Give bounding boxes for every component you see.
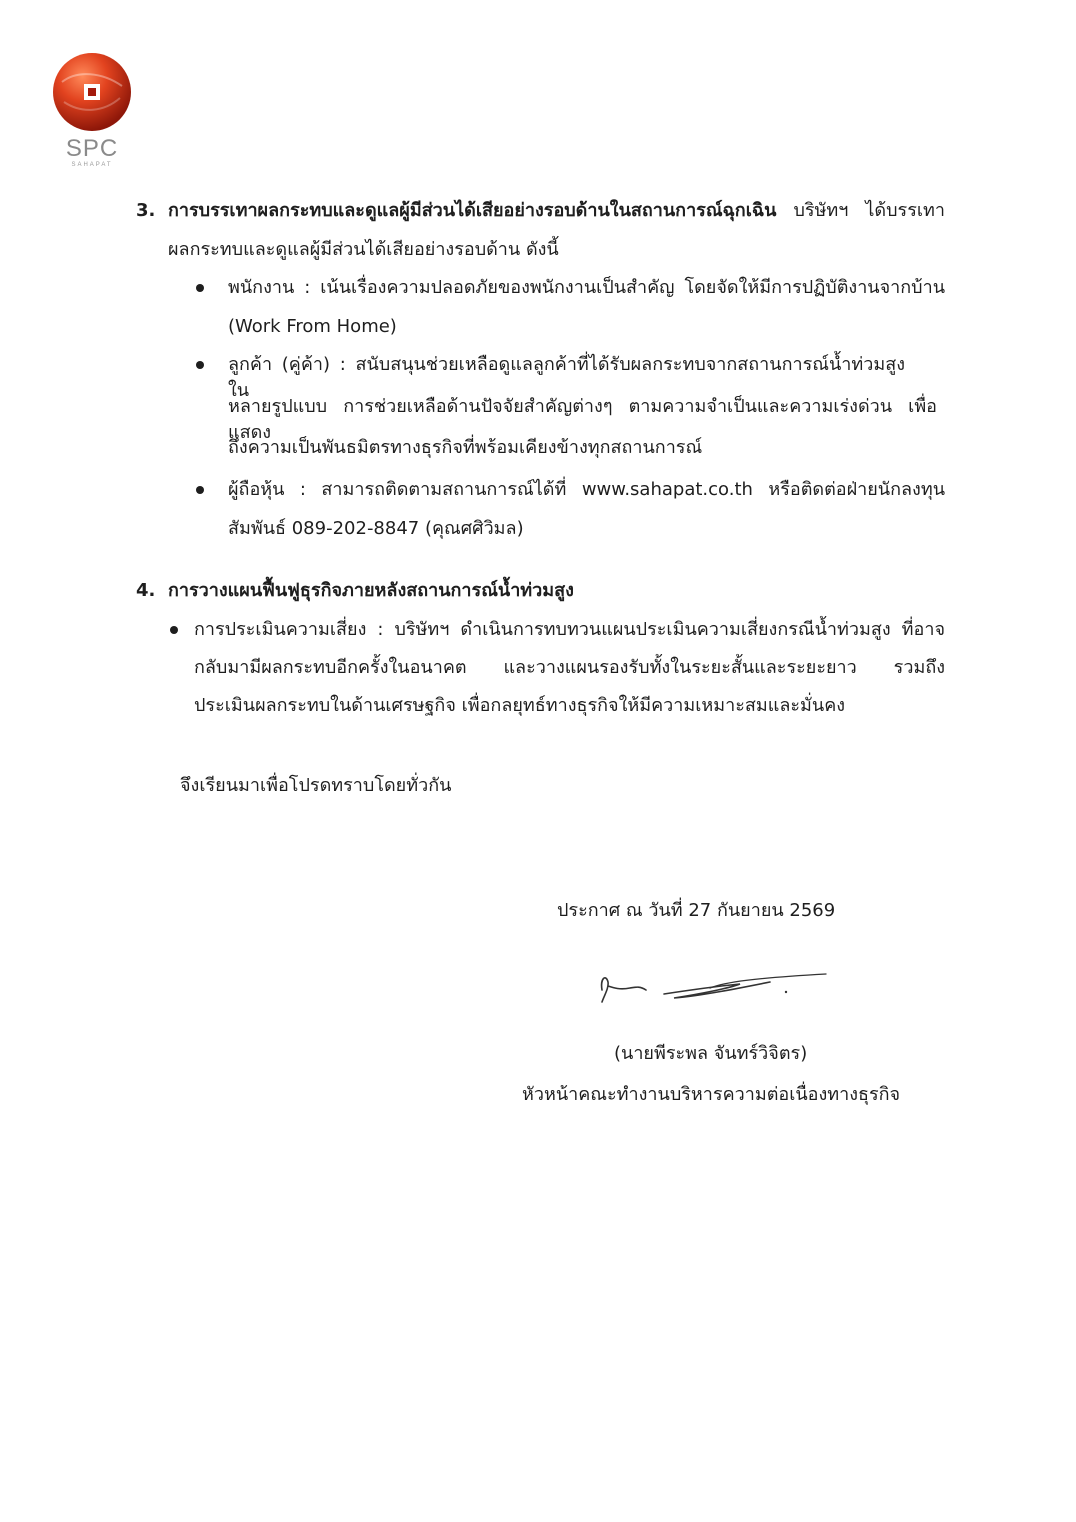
logo-wordmark: SPC [65,135,119,162]
bullet-customer-line-3: ถึงความเป็นพันธมิตรทางธุรกิจที่พร้อมเคียงข้างทุกสถานการณ์ [228,437,703,458]
bullet-risk-line-3: ประเมินผลกระทบในด้านเศรษฐกิจ เพื่อกลยุทธ์ทางธุรกิจให้มีความเหมาะสมและมั่นคง [194,695,846,716]
section-3-intro-tail: บริษัทฯ ได้บรรเทา [793,200,945,221]
announcement-date: ประกาศ ณ วันที่ 27 กันยายน 2569 [557,900,836,921]
closing-text: จึงเรียนมาเพื่อโปรดทราบโดยทั่วกัน [180,775,452,796]
bullet-dot [170,626,178,634]
bullet-dot [196,361,204,369]
bullet-customer-line-2: หลายรูปแบบ การช่วยเหลือด้านปัจจัยสำคัญต่างๆ ตามความจำเป็นและความเร่งด่วน เพื่อแสดง [228,396,937,443]
signer-name: (นายพีระพล จันทร์วิจิตร) [614,1043,808,1064]
logo-sphere-icon [52,52,132,132]
bullet-employee-line-1: พนักงาน : เน้นเรื่องความปลอดภัยของพนักงานเป็นสำคัญ โดยจัดให้มีการปฏิบัติงานจากบ้าน [228,277,945,298]
bullet-shareholder-line-2: สัมพันธ์ 089-202-8847 (คุณศศิวิมล) [228,518,524,539]
signer-title: หัวหน้าคณะทำงานบริหารความต่อเนื่องทางธุรกิจ [522,1084,901,1105]
section-4-heading: การวางแผนฟื้นฟูธุรกิจภายหลังสถานการณ์น้ำท่วมสูง [168,580,574,601]
company-logo [52,52,132,172]
bullet-dot [196,486,204,494]
bullet-dot [196,284,204,292]
signature-icon [590,960,835,1010]
section-3-number: 3. [136,200,156,221]
bullet-customer-line-1: ลูกค้า (คู่ค้า) : สนับสนุนช่วยเหลือดูแลลูกค้าที่ได้รับผลกระทบจากสถานการณ์น้ำท่วมสูง ใน [228,354,905,401]
bullet-shareholder-line-1: ผู้ถือหุ้น : สามารถติดตามสถานการณ์ได้ที่ www.sahapat.co.th หรือติดต่อฝ่ายนักลงทุน [228,479,945,500]
logo-subtext: SAHAPAT [71,162,113,168]
bullet-employee-line-2: (Work From Home) [228,316,397,337]
section-3-heading-line [168,198,945,224]
section-4-number: 4. [136,580,156,601]
section-3-heading: การบรรเทาผลกระทบและดูแลผู้มีส่วนได้เสียอย่างรอบด้านในสถานการณ์ฉุกเฉิน [168,200,777,221]
bullet-risk-line-2: กลับมามีผลกระทบอีกครั้งในอนาคต และวางแผนรองรับทั้งในระยะสั้นและระยะยาว รวมถึง [194,657,945,678]
bullet-risk-line-1: การประเมินความเสี่ยง : บริษัทฯ ดำเนินการทบทวนแผนประเมินความเสี่ยงกรณีน้ำท่วมสูง ที่อาจ [194,619,945,640]
section-3-intro: ผลกระทบและดูแลผู้มีส่วนได้เสียอย่างรอบด้าน ดังนี้ [168,239,559,260]
